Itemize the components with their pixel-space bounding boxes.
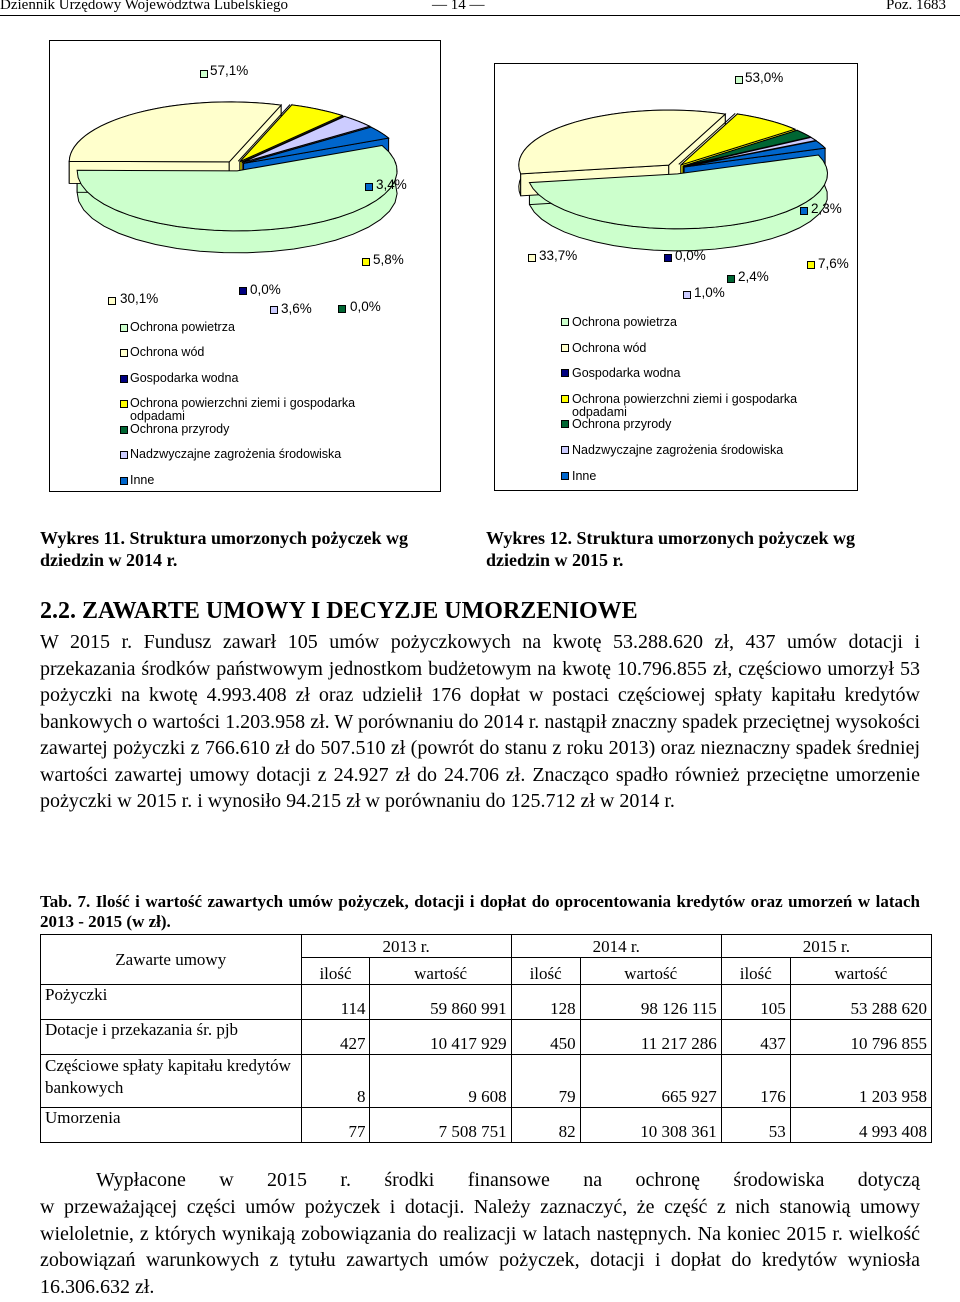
label-2-4: 2,4%	[738, 269, 769, 284]
cell: 77	[301, 1108, 370, 1143]
caption-chart-2015	[486, 527, 855, 571]
cell: 4 993 408	[790, 1108, 931, 1143]
caption-line: dziedzin w 2014 r.	[40, 550, 178, 570]
legend-swatch	[120, 349, 128, 357]
col-header: wartość	[370, 958, 511, 985]
cell: 114	[301, 985, 370, 1020]
label-2-3: 2,3%	[811, 201, 842, 216]
label-33-7-marker	[528, 254, 536, 262]
label-0-0-b-marker	[338, 305, 346, 313]
legend-swatch	[561, 318, 569, 326]
label-0-0-b: 0,0%	[350, 299, 381, 314]
label-1-0: 1,0%	[694, 285, 725, 300]
label-33-7: 33,7%	[539, 248, 578, 263]
position-number: Poz. 1683	[886, 0, 946, 13]
label-5-8: 5,8%	[373, 252, 404, 267]
legend-item: Nadzwyczajne zagrożenia środowiska	[130, 447, 342, 461]
cell: 427	[301, 1020, 370, 1055]
col-header: ilość	[721, 958, 790, 985]
legend-swatch	[561, 472, 569, 480]
table-corner: Zawarte umowy	[41, 935, 302, 985]
table-row	[41, 1055, 932, 1108]
cell: 10 796 855	[790, 1020, 931, 1055]
year-header: 2015 r.	[721, 935, 931, 958]
row-label: Częściowe spłaty kapitału kredytów bankowych	[41, 1055, 302, 1108]
legend-swatch	[120, 375, 128, 383]
legend-item: Ochrona powietrza	[572, 315, 677, 329]
row-label: Umorzenia	[41, 1108, 302, 1143]
label-0-0-c-marker	[664, 254, 672, 262]
cell: 1 203 958	[790, 1055, 931, 1108]
caption-line: dziedzin w 2015 r.	[486, 550, 624, 570]
header-rule	[0, 15, 960, 16]
col-header: ilość	[301, 958, 370, 985]
section-paragraph: W 2015 r. Fundusz zawarł 105 umów pożyczkowych na kwotę 53.288.620 zł, 437 umów dotacji i przekazania środków państwowym jednostkom budżetowym na kwotę 10.796.855 zł, częściowo umorzył 53 pożyczki na kwotę 4.993.408 zł oraz udzielił 176 dopłat w postaci częściowej spłaty kapitału kredytów bankowych o wartości 1.203.958 zł. W porównaniu do 2014 r. nastąpił znaczny spadek przeciętnej wysokości zawartej pożyczki z 766.610 zł do 507.510 zł (powrót do stanu z roku 2013) oraz nieznaczny spadek średniej wartości zawartej umowy dotacji z 24.927 zł do 24.706 zł. Znacząco spadło również przeciętne umorzenie pożyczki w 2015 r. i wynosiło 94.215 zł w porównaniu do 125.712 zł w 2014 r.	[40, 631, 920, 812]
page-header	[0, 0, 960, 14]
section-title: 2.2. ZAWARTE UMOWY I DECYZJE UMORZENIOWE	[40, 598, 638, 624]
col-header: wartość	[580, 958, 721, 985]
legend-swatch	[120, 400, 128, 408]
caption-line: Wykres 12. Struktura umorzonych pożyczek wg	[486, 528, 855, 548]
cell: 82	[511, 1108, 580, 1143]
table-caption: Tab. 7. Ilość i wartość zawartych umów pożyczek, dotacji i dopłat do oprocentowania kredytów oraz umorzeń w latach 2013 - 2015 (w zł).	[40, 892, 920, 931]
cell: 105	[721, 985, 790, 1020]
cell: 53	[721, 1108, 790, 1143]
legend-item: Inne	[572, 469, 597, 483]
row-label: Pożyczki	[41, 985, 302, 1020]
legend-item: Gospodarka wodna	[572, 366, 681, 380]
label-3-4-marker	[365, 183, 373, 191]
legend-item: Gospodarka wodna	[130, 371, 239, 385]
label-7-6-marker	[807, 261, 815, 269]
label-0-0-a-marker	[239, 287, 247, 295]
year-header: 2014 r.	[511, 935, 721, 958]
legend-swatch	[120, 477, 128, 485]
col-header: ilość	[511, 958, 580, 985]
label-30-1-marker	[108, 297, 116, 305]
cell: 8	[301, 1055, 370, 1108]
legend-item: Nadzwyczajne zagrożenia środowiska	[572, 443, 784, 457]
legend-swatch	[120, 451, 128, 459]
label-57: 57,1%	[210, 63, 249, 78]
cell: 53 288 620	[790, 985, 931, 1020]
cell: 98 126 115	[580, 985, 721, 1020]
table-row	[41, 985, 932, 1020]
label-0-0-c: 0,0%	[675, 248, 706, 263]
page-number: — 14 —	[432, 0, 485, 13]
legend-item: Ochrona wód	[130, 345, 205, 359]
label-30-1: 30,1%	[120, 291, 159, 306]
legend-item: Ochrona powietrza	[130, 320, 235, 334]
closing-first-line: Wypłacone w 2015 r. środki finansowe na ochronę środowiska dotyczą	[96, 1169, 920, 1191]
caption-chart-2014	[40, 527, 408, 571]
journal-title: Dziennik Urzędowy Województwa Lubelskiego	[0, 0, 289, 13]
caption-line: Wykres 11. Struktura umorzonych pożyczek wg	[40, 528, 408, 548]
legend-item: Inne	[130, 473, 155, 487]
label-2-4-marker	[727, 275, 735, 283]
cell: 59 860 991	[370, 985, 511, 1020]
label-53-marker	[735, 76, 743, 84]
cell: 7 508 751	[370, 1108, 511, 1143]
cell: 9 608	[370, 1055, 511, 1108]
label-57-marker	[200, 70, 208, 78]
label-1-0-marker	[683, 291, 691, 299]
legend-item: Ochrona przyrody	[572, 417, 672, 431]
chart-2014-frame	[49, 40, 441, 492]
cell: 79	[511, 1055, 580, 1108]
legend-swatch	[561, 395, 569, 403]
label-0-0-a: 0,0%	[250, 282, 281, 297]
table-row	[41, 1020, 932, 1055]
legend-item: Ochrona przyrody	[130, 422, 230, 436]
legend-swatch	[561, 420, 569, 428]
cell: 11 217 286	[580, 1020, 721, 1055]
legend-item: Ochrona powierzchni ziemi i gospodarka odpadami	[130, 396, 356, 423]
label-53: 53,0%	[745, 70, 784, 85]
cell: 176	[721, 1055, 790, 1108]
legend-item: Ochrona powierzchni ziemi i gospodarka odpadami	[572, 392, 798, 419]
col-header: wartość	[790, 958, 931, 985]
cell: 450	[511, 1020, 580, 1055]
legend-swatch	[561, 446, 569, 454]
year-header: 2013 r.	[301, 935, 511, 958]
closing-rest: w przeważającej części umów pożyczek i dotacji. Należy zaznaczyć, że część z nich stanowią umowy wieloletnie, z których wynikają zobowiązania do realizacji w latach następnych. Na koniec 2015 r. wielkość zobowiązań warunkowych z tytułu zawartych umów pożyczek, dotacji i dopłat do kredytów wyniosła 16.306.632 zł.	[40, 1196, 920, 1298]
cell: 437	[721, 1020, 790, 1055]
cell: 128	[511, 985, 580, 1020]
label-3-4: 3,4%	[376, 177, 407, 192]
label-7-6: 7,6%	[818, 256, 849, 271]
table-row	[41, 1108, 932, 1143]
table-7	[40, 934, 932, 1143]
chart-2015-pie	[495, 64, 857, 264]
cell: 665 927	[580, 1055, 721, 1108]
legend-swatch	[120, 426, 128, 434]
cell: 10 308 361	[580, 1108, 721, 1143]
label-3-6: 3,6%	[281, 301, 312, 316]
label-3-6-marker	[270, 306, 278, 314]
cell: 10 417 929	[370, 1020, 511, 1055]
legend-item: Ochrona wód	[572, 341, 647, 355]
row-label: Dotacje i przekazania śr. pjb	[41, 1020, 302, 1055]
label-2-3-marker	[800, 207, 808, 215]
legend-swatch	[561, 344, 569, 352]
legend-swatch	[120, 324, 128, 332]
label-5-8-marker	[362, 258, 370, 266]
chart-2015-frame	[494, 63, 858, 491]
legend-swatch	[561, 369, 569, 377]
